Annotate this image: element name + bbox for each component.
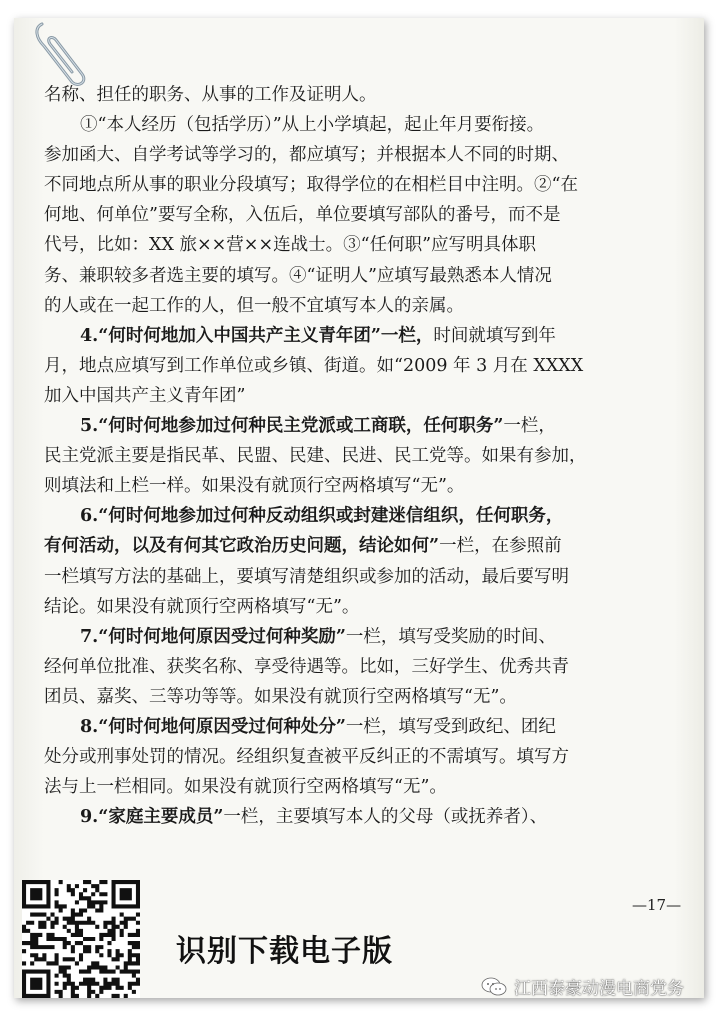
body-text: 处分或刑事处罚的情况。经组织复查被平反纠正的不需填写。填写方	[44, 747, 569, 768]
body-text: 务、兼职较多者选主要的填写。④“证明人”应填写最熟悉本人情况	[44, 265, 552, 286]
body-text: 法与上一栏相同。如果没有就顶行空两格填写“无”。	[44, 777, 447, 798]
bold-heading-text: 6.“何时何地参加过何种反动组织或封建迷信组织，任何职务，	[80, 506, 564, 527]
text-line	[44, 772, 694, 802]
text-line	[44, 742, 694, 772]
qr-code-icon[interactable]	[22, 880, 140, 998]
text-line	[44, 291, 694, 321]
text-line	[44, 200, 694, 230]
text-line	[44, 411, 694, 441]
text-line	[44, 592, 694, 622]
body-text: 一栏，在参照前	[439, 536, 562, 557]
body-text: 一栏填写方法的基础上，要填写清楚组织或参加的活动，最后要写明	[44, 566, 569, 587]
text-line	[44, 562, 694, 592]
document-page	[14, 18, 704, 998]
text-line	[44, 351, 694, 381]
body-text: 则填法和上栏一样。如果没有就顶行空两格填写“无”。	[44, 476, 465, 497]
document-body	[44, 80, 694, 832]
wechat-icon	[480, 976, 508, 998]
text-line	[44, 110, 694, 140]
body-text: 经何单位批准、获奖名称、享受待遇等。比如，三好学生、优秀共青	[44, 656, 569, 677]
text-line	[44, 712, 694, 742]
brand-watermark	[480, 974, 684, 999]
body-text: 一栏，填写受奖励的时间、	[345, 626, 556, 647]
text-line	[44, 652, 694, 682]
brand-name: 江西泰豪动漫电商党务	[514, 979, 684, 999]
body-text: 名称、担任的职务、从事的工作及证明人。	[44, 85, 377, 105]
text-line	[44, 170, 694, 200]
body-text: 一栏，填写受到政纪、团纪	[345, 716, 556, 737]
bold-heading-text: 8.“何时何地何原因受过何种处分”	[80, 716, 346, 737]
text-line	[44, 381, 694, 411]
text-line	[44, 261, 694, 291]
text-line	[44, 501, 694, 531]
body-text: 不同地点所从事的职业分段填写；取得学位的在相栏目中注明。②“在	[44, 175, 578, 196]
text-line	[44, 531, 694, 561]
text-line	[44, 80, 694, 110]
body-text: 时间就填写到年	[433, 325, 556, 346]
body-text: 一栏，	[503, 416, 556, 437]
bold-heading-text: 4.“何时何地加入中国共产主义青年团”一栏，	[80, 325, 434, 346]
text-line	[44, 230, 694, 260]
body-text: 代号，比如：XX 旅××营××连战士。③“任何职”应写明具体职	[44, 235, 537, 256]
bold-heading-text: 有何活动，以及有何其它政治历史问题，结论如何”	[44, 536, 440, 557]
body-text: 团员、嘉奖、三等功等等。如果没有就顶行空两格填写“无”。	[44, 686, 517, 707]
text-line	[44, 471, 694, 501]
text-line	[44, 321, 694, 351]
body-text: 参加函大、自学考试等学习的，都应填写；并根据本人不同的时期、	[44, 145, 569, 166]
body-text: 民主党派主要是指民革、民盟、民建、民进、民工党等。如果有参加，	[44, 446, 587, 467]
text-line	[44, 802, 694, 832]
bold-heading-text: 5.“何时何地参加过何种民主党派或工商联，任何职务”	[80, 416, 504, 437]
body-text: 月，地点应填写到工作单位或乡镇、街道。如“2009 年 3 月在 XXXX	[44, 355, 584, 376]
page-number: —17—	[632, 896, 682, 914]
download-label: 识别下载电子版	[176, 934, 393, 969]
text-line	[44, 622, 694, 652]
text-line	[44, 682, 694, 712]
text-line	[44, 140, 694, 170]
body-text: 的人或在一起工作的人，但一般不宜填写本人的亲属。	[44, 295, 464, 316]
body-text: 何地、何单位”要写全称，入伍后，单位要填写部队的番号，而不是	[44, 205, 561, 226]
body-text: 结论。如果没有就顶行空两格填写“无”。	[44, 596, 360, 617]
body-text: 加入中国共产主义青年团”	[44, 385, 246, 406]
text-line	[44, 441, 694, 471]
body-text: 一栏，主要填写本人的父母（或抚养者）、	[223, 807, 548, 828]
bold-heading-text: 7.“何时何地何原因受过何种奖励”	[80, 626, 346, 647]
body-text: ①“本人经历（包括学历）”从上小学填起，起止年月要衔接。	[80, 115, 545, 136]
bold-heading-text: 9.“家庭主要成员”	[80, 807, 224, 828]
